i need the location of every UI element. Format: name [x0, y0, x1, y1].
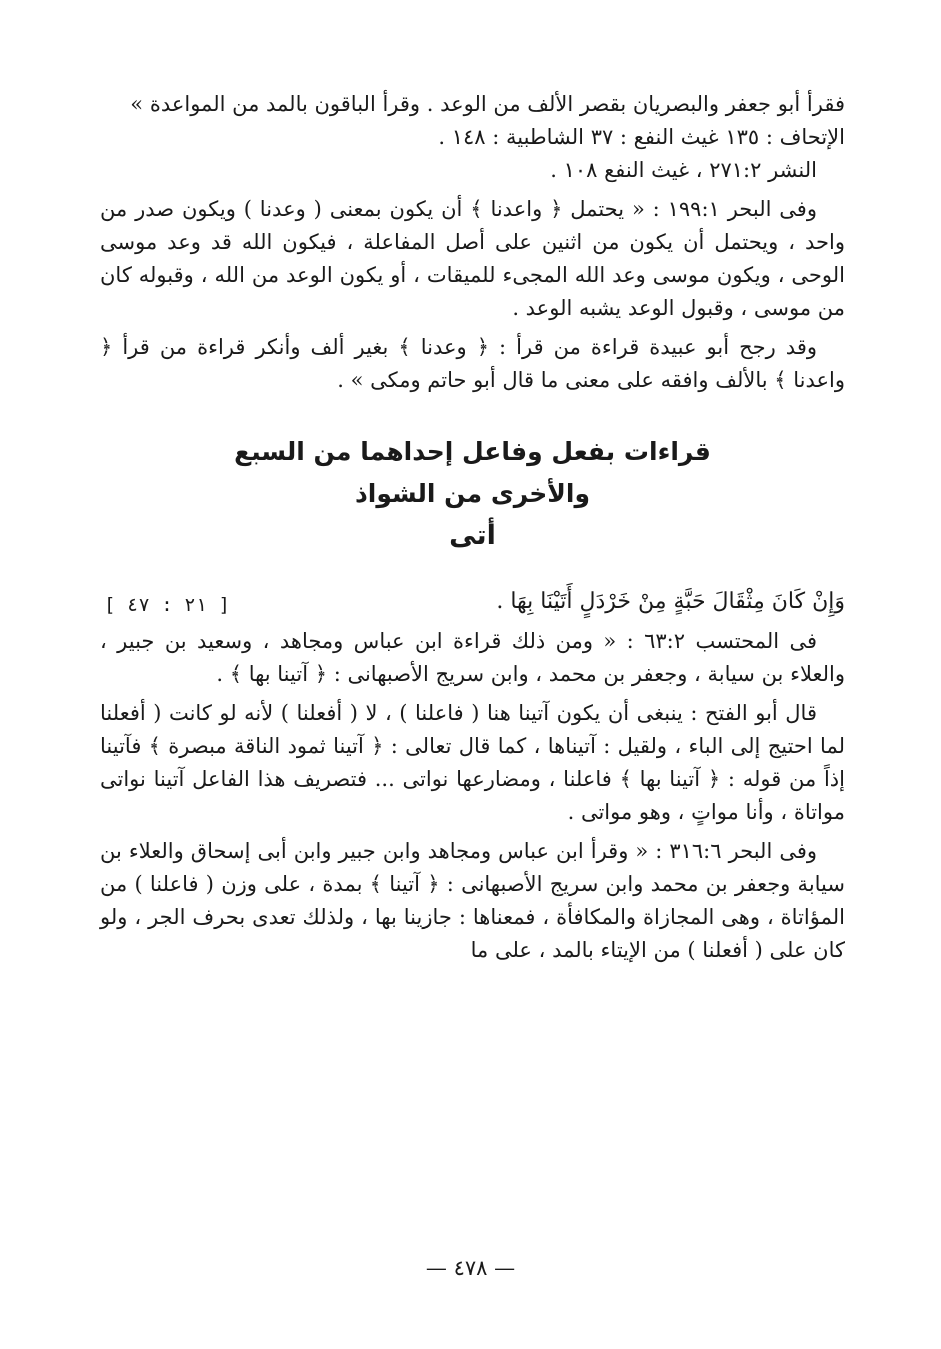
heading-line-2: والأخرى من الشواذ: [354, 479, 591, 508]
verse-text: وَإِنْ كَانَ مِثْقَالَ حَبَّةٍ مِنْ خَرْدَلٍ أَتَيْنَا بِهَا .: [496, 589, 845, 614]
page-number: — ٤٧٨ —: [425, 1256, 516, 1280]
heading-word: أتى: [449, 520, 496, 551]
quran-verse: [100, 585, 845, 621]
heading-line-1: قراءات بفعل وفاعل إحداهما من السبع: [234, 437, 711, 466]
verse-reference: [ ٢١ : ٤٧ ]: [104, 594, 230, 616]
page-body: [100, 88, 845, 967]
paragraph-abu-ubayda: وقد رجح أبو عبيدة قراءة من قرأ : ﴿ وعدنا ﴾ بغير ألف وأنكر قراءة من قرأ ﴿ واعدنا ﴾ بالألف وافقه على معنى ما قال أبو حاتم ومكى » .: [100, 335, 845, 392]
reference-nashr: النشر ٢٧١:٢ ، غيث النفع ١٠٨ .: [550, 158, 817, 182]
paragraph-bahr-2: وفى البحر ٣١٦:٦ : « وقرأ ابن عباس ومجاهد وابن جبير وابن أبى إسحاق والعلاء بن سيابة وجعفر بن محمد وابن سريج الأصبهانى : ﴿ آتينا ﴾ بمدة ، على وزن ( فاعلنا ) من المؤاتاة ، وهى المجازاة والمكافأة ، فمعناها : جازينا بها ، ولذلك تعدى بحرف الجر ، ولو كان على ( أفعلنا ) من الإيتاء بالمد ، على ما: [100, 839, 845, 962]
paragraph-bahr-1: وفى البحر ١٩٩:١ : « يحتمل ﴿ واعدنا ﴾ أن يكون بمعنى ( وعدنا ) ويكون صدر من واحد ، ويحتمل أن يكون من اثنين على أصل المفاعلة ، فيكون الله قد وعد موسى الوحى ، ويكون موسى وعد الله المجىء للميقات ، أو يكون الوعد من الله ، وقبوله كان من موسى ، وقبول الوعد يشبه الوعد .: [100, 197, 845, 320]
reading-note: فقرأ أبو جعفر والبصريان بقصر الألف من الوعد . وقرأ الباقون بالمد من المواعدة »: [130, 92, 845, 116]
paragraph-abu-alfath: قال أبو الفتح : ينبغى أن يكون آتينا هنا ( فاعلنا ) ، لا ( أفعلنا ) لأنه لو كانت ( أفعلنا لما احتيج إلى الباء ، ولقيل : آتيناها ، كما قال تعالى : ﴿ آتينا ثمود الناقة مبصرة ﴾ فآتينا إذاً من قوله : ﴿ آتينا بها ﴾ فاعلنا ، ومضارعها نواتى ... فتصريف هذا الفاعل آتينا نواتى مواتاة ، وأنا مواتٍ ، وهو مواتى .: [100, 701, 845, 824]
section-heading: [100, 431, 845, 557]
reference-itihaf: الإتحاف : ١٣٥ غيث النفع : ٣٧ الشاطبية : ١٤٨ .: [438, 125, 845, 149]
paragraph-muhtasab: فى المحتسب ٦٣:٢ : « ومن ذلك قراءة ابن عباس ومجاهد ، وسعيد بن جبير ، والعلاء بن سيابة ، وجعفر بن محمد ، وابن سريج الأصبهانى : ﴿ آتينا بها ﴾ .: [100, 629, 845, 686]
